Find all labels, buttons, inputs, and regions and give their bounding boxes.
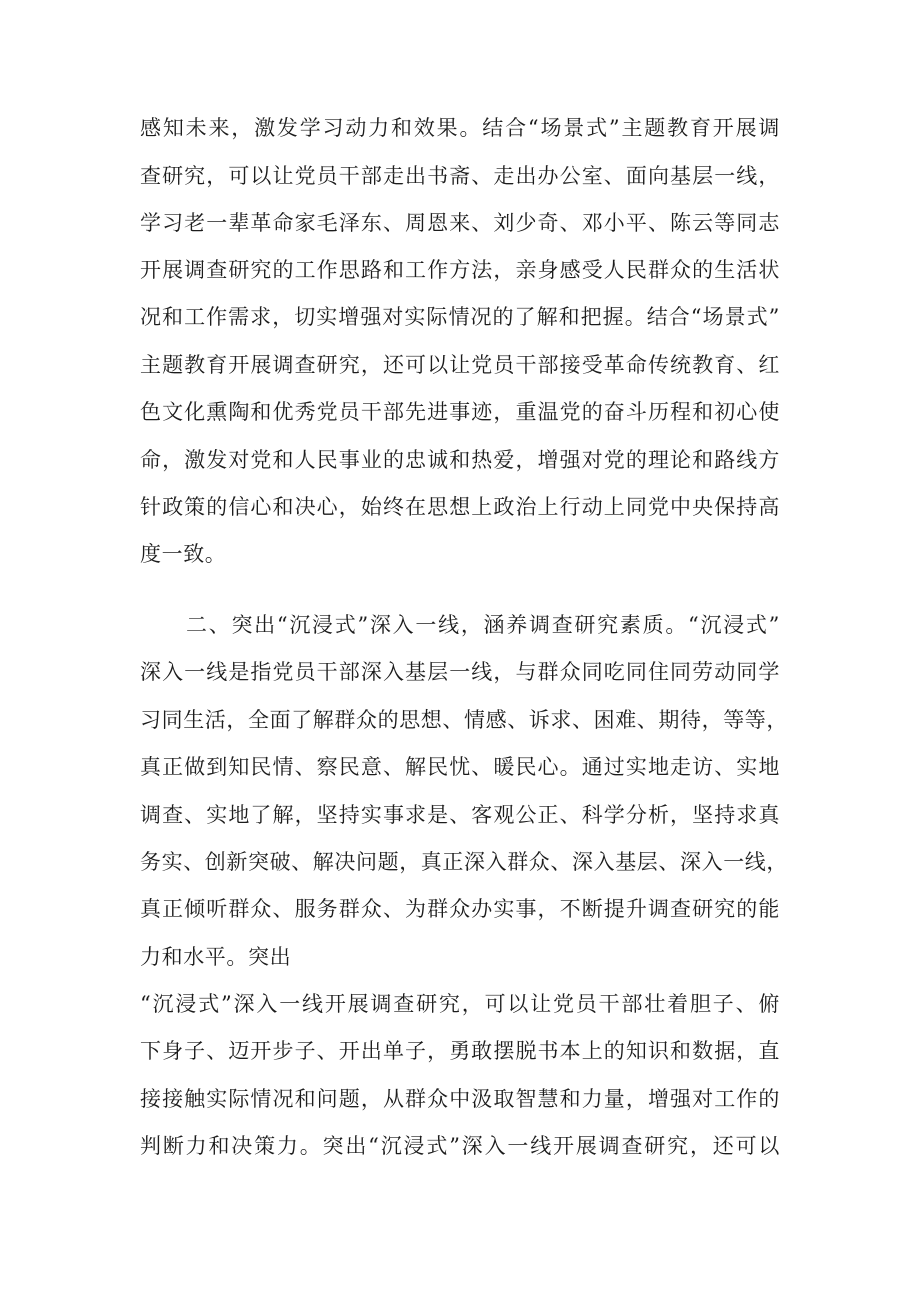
paragraph-line: 接接触实际情况和问题，从群众中汲取智慧和力量，增强对工作的 bbox=[140, 1087, 780, 1111]
paragraph-line: 务实、创新突破、解决问题，真正深入群众、深入基层、深入一线， bbox=[140, 850, 788, 874]
paragraph-line: 真正做到知民情、察民意、解民忧、暖民心。通过实地走访、实地 bbox=[140, 755, 780, 779]
paragraph-line: 针政策的信心和决心，始终在思想上政治上行动上同党中央保持高 bbox=[140, 495, 780, 519]
paragraph-line: 感知未来，激发学习动力和效果。结合“场景式”主题教育开展调 bbox=[140, 116, 780, 140]
paragraph-line: 查研究，可以让党员干部走出书斋、走出办公室、面向基层一线， bbox=[140, 164, 780, 188]
paragraph-line: 命，激发对党和人民事业的忠诚和热爱，增强对党的理论和路线方 bbox=[140, 448, 780, 472]
paragraph-line: 下身子、迈开步子、开出单子，勇敢摆脱书本上的知识和数据，直 bbox=[140, 1039, 780, 1063]
paragraph-line: 深入一线是指党员干部深入基层一线，与群众同吃同住同劳动同学 bbox=[140, 660, 780, 684]
paragraph-line: 主题教育开展调查研究，还可以让党员干部接受革命传统教育、红 bbox=[140, 353, 780, 377]
paragraph-line: “沉浸式”深入一线开展调查研究，可以让党员干部壮着胆子、俯 bbox=[140, 992, 780, 1016]
paragraph-line: 况和工作需求，切实增强对实际情况的了解和把握。结合“场景式” bbox=[140, 305, 780, 329]
paragraph-line: 色文化熏陶和优秀党员干部先进事迹，重温党的奋斗历程和初心使 bbox=[140, 400, 780, 424]
paragraph-line: 学习老一辈革命家毛泽东、周恩来、刘少奇、邓小平、陈云等同志 bbox=[140, 211, 780, 235]
paragraph-line: 判断力和决策力。突出“沉浸式”深入一线开展调查研究，还可以 bbox=[140, 1134, 780, 1158]
paragraph-line: 开展调查研究的工作思路和工作方法，亲身感受人民群众的生活状 bbox=[140, 258, 780, 282]
paragraph-line: 力和水平。突出 bbox=[140, 945, 292, 969]
section-heading-line: 二、突出“沉浸式”深入一线，涵养调查研究素质。“沉浸式” bbox=[186, 613, 780, 637]
paragraph-line: 习同生活，全面了解群众的思想、情感、诉求、困难、期待，等等， bbox=[140, 708, 788, 732]
paragraph-line: 真正倾听群众、服务群众、为群众办实事，不断提升调查研究的能 bbox=[140, 897, 780, 921]
paragraph-line: 调查、实地了解，坚持实事求是、客观公正、科学分析，坚持求真 bbox=[140, 803, 780, 827]
paragraph-line: 度一致。 bbox=[140, 542, 227, 566]
